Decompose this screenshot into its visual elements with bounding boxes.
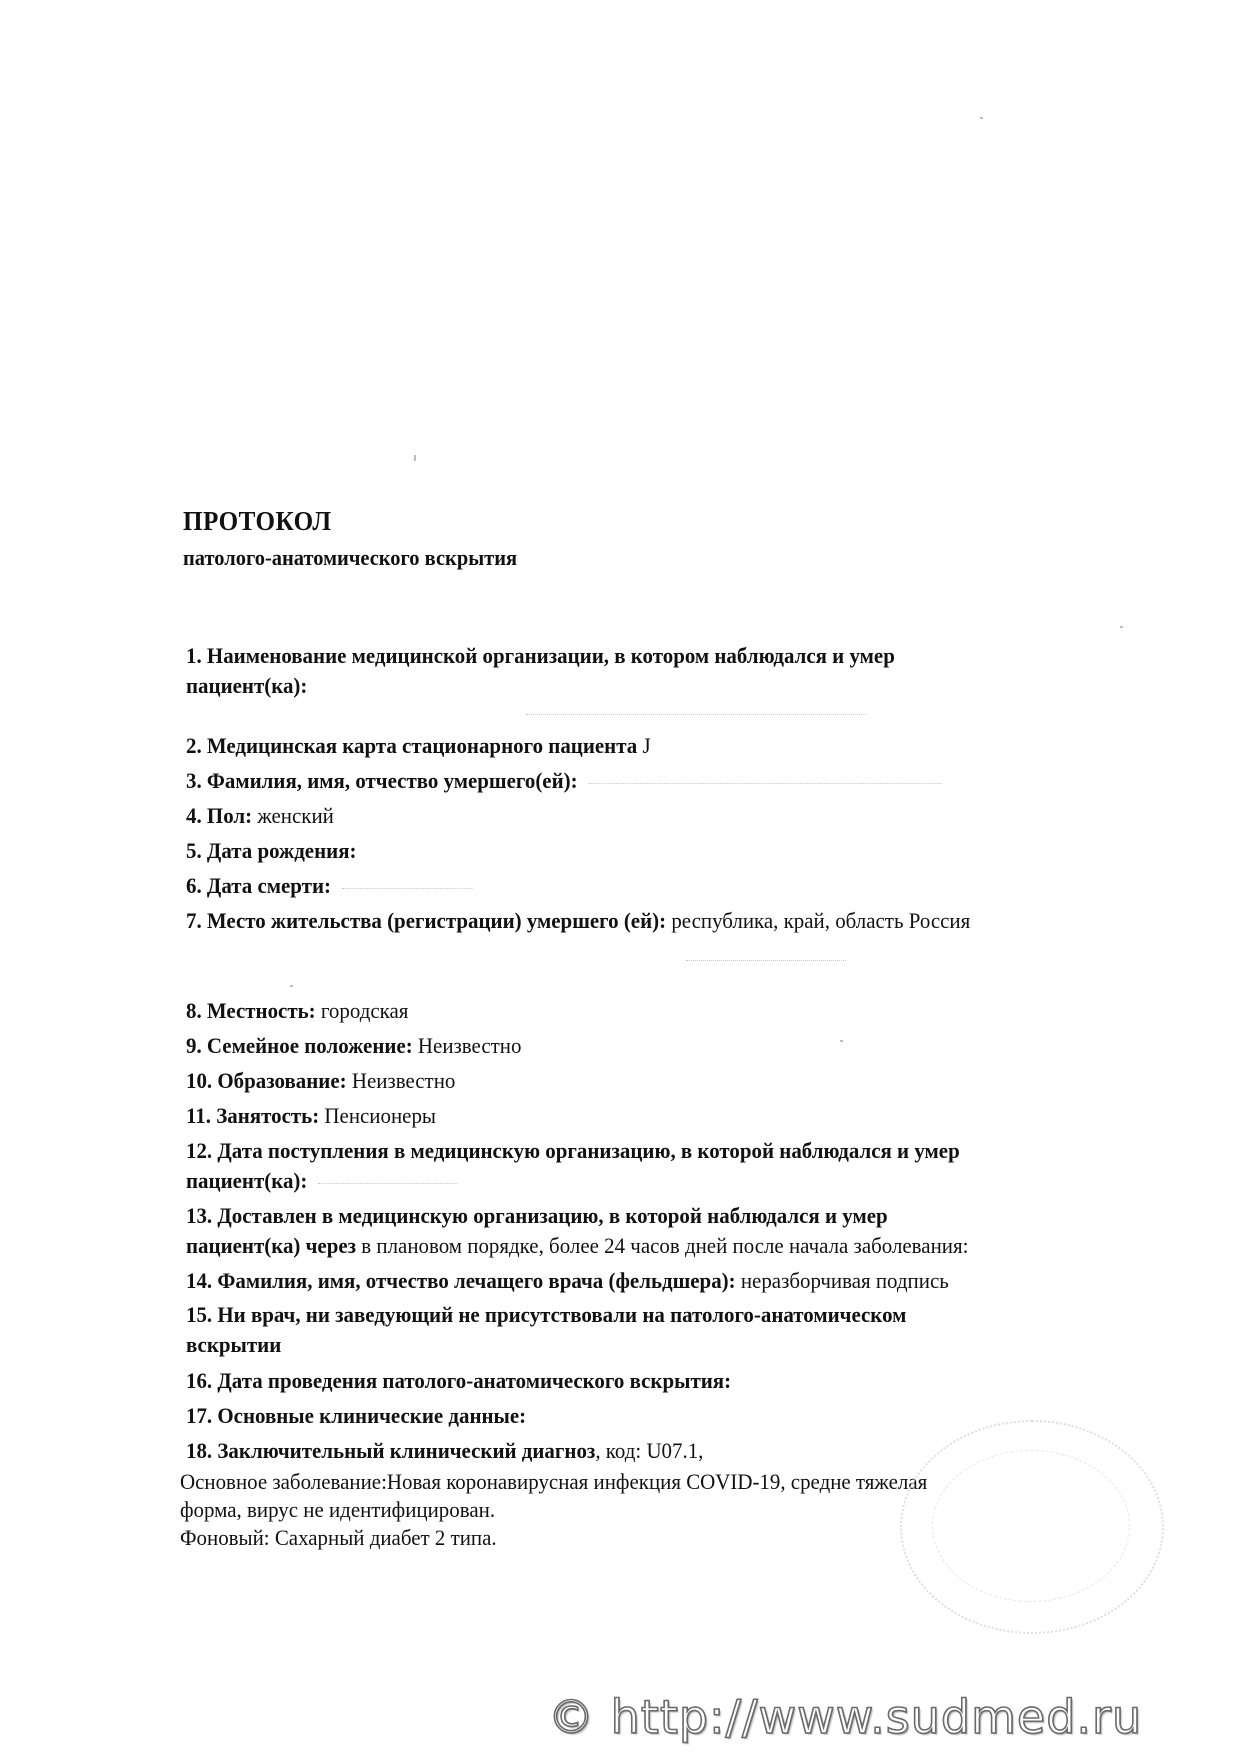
diagnosis-main [180, 1468, 927, 1496]
field-label: 2. Медицинская карта стационарного пациента [186, 733, 638, 758]
faint-stamp-icon [900, 1420, 1164, 1634]
field-label: 12. Дата поступления в медицинскую организацию, в которой наблюдался и умер [186, 1138, 960, 1163]
scan-speck [1120, 626, 1123, 628]
document-subtitle: патолого-анатомического вскрытия [183, 545, 518, 570]
field-employment [186, 1101, 436, 1131]
field-label: 1. Наименование медицинской организации, в котором наблюдался и умер [186, 643, 895, 668]
field-label-continued: вскрытии [186, 1332, 282, 1357]
document-header [183, 505, 542, 573]
field-label-continued: пациент(ка): [186, 673, 308, 698]
field-locality [186, 996, 408, 1026]
field-label: 7. Место жительства (регистрации) умершего (ей): [186, 908, 667, 933]
field-value: в плановом порядке, более 24 часов дней после начала заболевания: [361, 1233, 969, 1258]
field-label-continued: пациент(ка): [186, 1168, 308, 1193]
field-attending-physician [186, 1266, 949, 1296]
stamp-inner-ring [932, 1450, 1130, 1602]
scan-speck [290, 985, 293, 987]
redacted-value [526, 712, 866, 715]
field-label: 6. Дата смерти: [186, 873, 331, 898]
field-birth-date [186, 836, 357, 866]
redacted-value [588, 781, 941, 784]
field-death-date [186, 871, 472, 901]
field-label: 16. Дата проведения патолого-анатомического вскрытия: [186, 1368, 732, 1393]
field-label: 15. Ни врач, ни заведующий не присутствовали на патолого-анатомическом [186, 1302, 907, 1327]
field-delivery [186, 1201, 968, 1261]
field-label: 17. Основные клинические данные: [186, 1403, 527, 1428]
field-value: республика, край, область Россия [671, 908, 971, 933]
field-label: 8. Местность: [186, 998, 316, 1023]
field-admission-date [186, 1136, 960, 1196]
field-residence [186, 906, 970, 936]
site-watermark: © http://www.sudmed.ru [548, 1690, 1143, 1744]
diagnosis-main-continued: форма, вирус не идентифицирован. [180, 1497, 496, 1522]
field-label-continued: пациент(ка) через [186, 1233, 357, 1258]
field-label: 5. Дата рождения: [186, 838, 357, 863]
field-label: 18. Заключительный клинический диагноз [186, 1438, 596, 1463]
field-medical-record [186, 731, 651, 761]
diagnosis-background: Фоновый: Сахарный диабет 2 типа. [180, 1525, 497, 1550]
field-label: 3. Фамилия, имя, отчество умершего(ей): [186, 768, 578, 793]
field-education [186, 1066, 455, 1096]
field-label: 4. Пол: [186, 803, 253, 828]
scan-speck [980, 117, 983, 119]
field-marital-status [186, 1031, 521, 1061]
field-value: Неизвестно [351, 1068, 456, 1093]
diagnosis-main-value: Новая коронавирусная инфекция COVID-19, средне тяжелая [386, 1469, 928, 1494]
field-value: неразборчивая подпись [740, 1268, 949, 1293]
field-autopsy-date [186, 1366, 731, 1396]
field-full-name [186, 766, 942, 796]
field-value: женский [257, 803, 334, 828]
field-label: 13. Доставлен в медицинскую организацию, в которой наблюдался и умер [186, 1203, 888, 1228]
redacted-value [342, 886, 472, 889]
field-value: Неизвестно [417, 1033, 522, 1058]
field-presence-note [186, 1300, 906, 1360]
field-sex [186, 801, 334, 831]
field-final-diagnosis [186, 1436, 703, 1466]
field-value: Ј [642, 733, 651, 758]
field-label: 11. Занятость: [186, 1103, 320, 1128]
field-organization [186, 641, 895, 701]
field-value: Пенсионеры [324, 1103, 436, 1128]
scan-speck [414, 455, 416, 461]
field-value: городская [320, 998, 409, 1023]
redacted-value [686, 958, 846, 961]
scan-speck [840, 1040, 843, 1042]
field-clinical-data [186, 1401, 526, 1431]
diagnosis-main-label: Основное заболевание: [180, 1469, 387, 1494]
document-title: ПРОТОКОЛ [183, 506, 332, 536]
field-label: 10. Образование: [186, 1068, 347, 1093]
field-value: , код: U07.1, [595, 1438, 704, 1463]
field-label: 9. Семейное положение: [186, 1033, 413, 1058]
field-label: 14. Фамилия, имя, отчество лечащего врача (фельдшера): [186, 1268, 736, 1293]
redacted-value [318, 1181, 457, 1184]
